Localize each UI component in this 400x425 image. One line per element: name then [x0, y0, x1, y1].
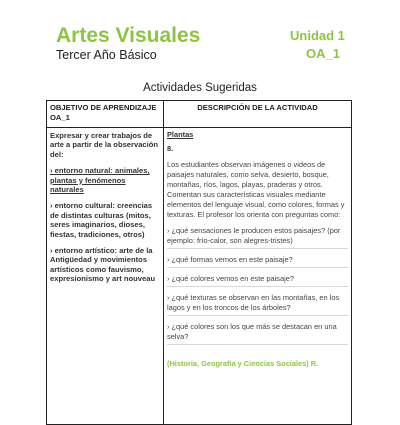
activity-question: › ¿qué colores vemos en este paisaje?	[167, 274, 348, 287]
objective-natural: › entorno natural: animales, plantas y fenómenos naturales	[50, 166, 150, 195]
activity-topic: Plantas	[167, 130, 194, 139]
table-header-row	[47, 101, 352, 128]
objective-intro: Expresar y crear trabajos de arte a partir de la observación del:	[50, 131, 159, 159]
description-column-header: DESCRIPCIÓN DE LA ACTIVIDAD	[164, 101, 352, 128]
activity-question: › ¿qué formas vemos en este paisaje?	[167, 255, 348, 268]
activity-number: 8.	[167, 144, 174, 153]
header-oa: OA_1	[306, 46, 340, 61]
objective-cell	[47, 128, 164, 425]
objective-artistic: › entorno artístico: arte de la Antigüedad y movimientos artísticos como fauvismo, expresionismo y art nouveau	[50, 246, 156, 284]
activities-table	[46, 100, 352, 425]
header-title: Artes Visuales	[56, 24, 201, 47]
description-cell	[164, 128, 352, 425]
header-subtitle: Tercer Año Básico	[56, 48, 157, 62]
objective-column-header: OBJETIVO DE APRENDIZAJE OA_1	[47, 101, 164, 128]
activity-question: › ¿qué colores son los que más se destacan en una selva?	[167, 322, 348, 345]
activity-footer: (Historia, Geografía y Ciencias Sociales) R.	[167, 359, 319, 368]
activity-description: Los estudiantes observan imágenes o videos de paisajes naturales, como selva, desierto, bosque, montañas, ríos, lagos, playas, praderas y otros. Comentan sus características visuales mediante elementos del lenguaje visual, como colores, formas y texturas. El profesor los orienta con preguntas como:	[167, 160, 345, 219]
table-body-row	[47, 128, 352, 425]
activity-question: › ¿qué texturas se observan en las montañas, en los lagos y en los troncos de los árboles?	[167, 293, 348, 316]
header-unit: Unidad 1	[290, 28, 345, 43]
objective-cultural: › entorno cultural: creencias de distintas culturas (mitos, seres imaginarios, dioses, fiestas, tradiciones, otros)	[50, 201, 153, 239]
activity-question: › ¿qué sensaciones le producen estos paisajes? (por ejemplo: frío-calor, son alegres-tristes)	[167, 226, 348, 249]
section-title: Actividades Sugeridas	[143, 82, 257, 94]
